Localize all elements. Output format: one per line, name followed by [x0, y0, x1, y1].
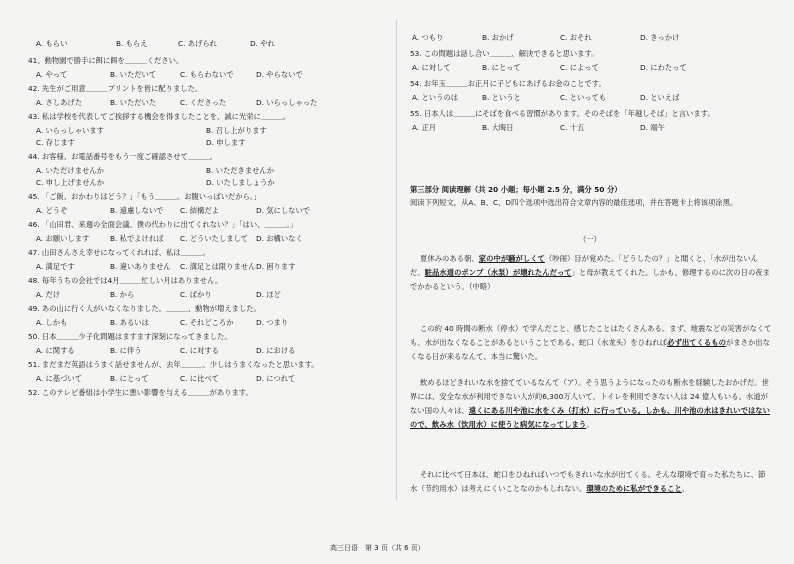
left-question-5-option-b: B. 私でよければ	[110, 234, 164, 243]
right-question-1-option-a: A. というのは	[412, 93, 458, 102]
left-question-1-option-b: B. いただいた	[110, 98, 157, 107]
left-question-10-option-c: C. に比べて	[180, 374, 219, 383]
left-question-9-option-b: B. に伴う	[110, 346, 142, 355]
passage-paragraph-2	[410, 322, 772, 364]
left-question-10-option-a: A. に基づいて	[36, 374, 82, 383]
column-divider	[396, 20, 397, 500]
left-question-7-option-b: B. から	[110, 290, 135, 299]
left-question-9-option-d: D. における	[256, 346, 296, 355]
p2-text-b: がまさか出なくなる日が来るなんて、本当に驚いた。	[410, 338, 771, 361]
right-question-0-option-a: A. に対して	[412, 63, 451, 72]
left-question-4-option-a: A. どうぞ	[36, 206, 68, 215]
left-question-10-stem: 51. まだまだ英語はうまく話せませんが、去年＿＿＿、少しはうまくなったと思います。	[28, 360, 319, 369]
right-question-2-option-c: C. 十五	[560, 123, 585, 132]
p2-text-a: この約 40 時間の断水（停水）で学んだこと、感じたことはたくさんある。まず、地震などの災害がなくても、水が出なくなることがあるということである。蛇口（水龙头）をひねれば	[410, 324, 772, 347]
left-question-0-stem: 41、動物園で勝手に餌に餌を＿＿＿ください。	[28, 56, 184, 65]
passage-paragraph-3	[410, 376, 772, 432]
right-question-2-stem: 55. 日本人は＿＿＿にそばを食べる習慣があります。そのそばを「年越しそば」と言います。	[410, 109, 715, 118]
left-question-5-option-c: C. どういたしまして	[180, 234, 249, 243]
left-question-10-option-b: B. にとって	[110, 374, 149, 383]
left-question-7-stem: 48. 毎年うちの会社では4月＿＿＿忙しい月はありません。	[28, 276, 223, 285]
q40-option-b: B. もらえ	[116, 39, 148, 48]
q40-option-d: D. やれ	[250, 39, 275, 48]
left-question-1-option-d: D. いらっしゃった	[256, 98, 318, 107]
left-question-5-option-d: D. お構いなく	[256, 234, 303, 243]
passage-number: （一）	[579, 235, 601, 244]
p1-underline-2: 駐品水道のポンプ（水泵）が壊れたんだって	[424, 268, 572, 277]
left-question-10-option-d: D. につれて	[256, 374, 296, 383]
left-question-9-stem: 50. 日本＿＿＿少子化問題はますます深刻になってきました。	[28, 332, 232, 341]
left-question-3-stem: 44. お客様、お電話番号をもう一度ご確認させて＿＿＿。	[28, 152, 218, 161]
left-question-1-option-a: A. さしあげた	[36, 98, 82, 107]
left-question-1-stem: 42. 先生がご用意＿＿＿プリントを皆に配りました。	[28, 84, 203, 93]
left-question-6-option-d: D. 困ります	[256, 262, 296, 271]
left-question-8-option-d: D. つまり	[256, 318, 289, 327]
left-question-4-option-b: B. 遠慮しないで	[110, 206, 164, 215]
left-question-7-option-a: A. だけ	[36, 290, 61, 299]
p2-underline: 必ず出てくるもの	[667, 338, 726, 347]
left-question-9-option-c: C. に対する	[180, 346, 219, 355]
right-question-0-stem: 53. この問題は話し合い＿＿＿、解決できると思います。	[410, 49, 599, 58]
p4-text-a: それに比べて日本は、蛇口をひねればいつでもきれいな水が出てくる。そんな環境で育った私たちに、節水（节约用水）は考えにくいことなのかもしれない。	[410, 470, 766, 493]
section-title: 第三部分 阅读理解（共 20 小题；每小题 2.5 分，满分 50 分）	[410, 185, 622, 194]
q52-option-c: C. おそれ	[560, 33, 592, 42]
q40-option-a: A. もらい	[36, 39, 68, 48]
left-question-1-option-c: C. くださった	[180, 98, 227, 107]
passage-paragraph-1	[410, 252, 772, 294]
left-question-8-option-a: A. しかも	[36, 318, 68, 327]
left-question-4-stem: 45. 「ご飯、おかわりはどう？」「もう＿＿＿。お腹いっぱいだから。」	[28, 192, 261, 201]
left-question-2-option-b: B. 召し上がります	[206, 126, 267, 135]
section-instruction: 阅读下列短文，从A、B、C、D四个选项中选出符合文章内容的最佳选项，并在答题卡上将该项涂黑。	[410, 198, 738, 207]
left-question-5-stem: 46. 「山田君、来週の全面会議、僕の代わりに出てくれない？」「はい、＿＿＿。」	[28, 220, 298, 229]
right-question-0-option-d: D. にわたって	[640, 63, 687, 72]
right-question-0-option-b: B. にとって	[482, 63, 521, 72]
left-question-0-option-d: D. やらないで	[256, 70, 303, 79]
left-question-7-option-d: D. ほど	[256, 290, 281, 299]
p3-text-b: 。	[586, 420, 594, 429]
right-question-2-option-b: B. 大晦日	[482, 123, 514, 132]
left-question-6-option-c: C. 満足とは限りません	[180, 262, 256, 271]
right-question-1-option-b: B. というと	[482, 93, 521, 102]
q52-option-a: A. つもり	[412, 33, 444, 42]
left-question-6-option-b: B. 違いありません	[110, 262, 171, 271]
right-question-1-stem: 54. お年玉＿＿＿お正月に子どもにあげるお金のことです。	[410, 79, 606, 88]
p4-text-b: 、	[681, 484, 690, 493]
left-question-4-option-c: C. 結構だよ	[180, 206, 219, 215]
left-question-2-option-c: C. 存じます	[36, 138, 75, 147]
left-question-3-option-a: A. いただけませんか	[36, 166, 104, 175]
p1-text-c: 」と母が教えてくれた。しかも、修理するのに次の日の夜までかかるという。（中略）	[410, 268, 771, 291]
left-question-2-stem: 43. 私は学校を代表してご挨拶する機会を得ましたことを、誠に光栄に＿＿＿。	[28, 112, 291, 121]
left-question-2-option-d: D. 申します	[206, 138, 246, 147]
p3-underline: 遠くにある川や池に水をくみ（打水）に行っている。しかも、川や池の水はきれいではないので、飲み水（饮用水）に使うと病気になってしまう	[410, 406, 770, 429]
left-question-8-stem: 49. あの山に行く人がいなくなりました。＿＿＿、動物が増えました。	[28, 304, 261, 313]
left-question-3-option-c: C. 申し上げませんか	[36, 178, 105, 187]
q52-option-b: B. おかげ	[482, 33, 514, 42]
p3-text-a: 飲めるほどきれいな水を捨てているなんて（ア）。そう思うようになったのも断水を経験したおかげだ。世界には、安全な水が利用できない人が約6,300万人いて、トイレを利用できない人は 24 億人もいる。水道がない国の人々は、	[410, 378, 769, 415]
right-question-0-option-c: C. によって	[560, 63, 599, 72]
page-footer: 高三日语 第 3 页（共 6 页）	[330, 544, 425, 552]
left-question-8-option-b: B. あるいは	[110, 318, 149, 327]
p1-underline-1: 家の中が騒がしくて	[478, 254, 545, 263]
left-question-9-option-a: A. に関する	[36, 346, 75, 355]
left-question-6-option-a: A. 満足です	[36, 262, 75, 271]
right-question-1-option-c: C. といっても	[560, 93, 607, 102]
left-question-5-option-a: A. お願いします	[36, 234, 90, 243]
left-question-7-option-c: C. ばかり	[180, 290, 212, 299]
left-question-3-option-d: D. いたしましょうか	[206, 178, 275, 187]
left-question-0-option-b: B. いただいて	[110, 70, 157, 79]
p1-text-a: 夏休みのある朝、	[420, 254, 479, 263]
right-question-2-option-d: D. 端午	[640, 123, 665, 132]
p4-underline: 環境のために私ができること	[586, 484, 682, 493]
left-question-8-option-c: C. それどころか	[180, 318, 234, 327]
right-question-2-option-a: A. 正月	[412, 123, 437, 132]
p1-text-b: （吵闹）目が覚めた。「どうしたの？」と聞くと、「水が出ないんだ、	[410, 254, 759, 277]
left-question-3-option-b: B. いただきませんか	[206, 166, 275, 175]
q52-option-d: D. きっかけ	[640, 33, 680, 42]
passage-paragraph-4	[410, 468, 772, 496]
q40-option-c: C. あげられ	[178, 39, 217, 48]
left-question-0-option-a: A. やって	[36, 70, 68, 79]
left-question-0-option-c: C. もらわないで	[180, 70, 234, 79]
left-question-4-option-d: D. 気にしないで	[256, 206, 311, 215]
right-question-1-option-d: D. といえば	[640, 93, 680, 102]
left-question-11-stem: 52. このテレビ番組は小学生に悪い影響を与える＿＿＿があります。	[28, 388, 253, 397]
left-question-2-option-a: A. いらっしゃいます	[36, 126, 104, 135]
left-question-6-stem: 47. 山田さんさえ幸せになってくれれば、私は＿＿＿。	[28, 248, 210, 257]
